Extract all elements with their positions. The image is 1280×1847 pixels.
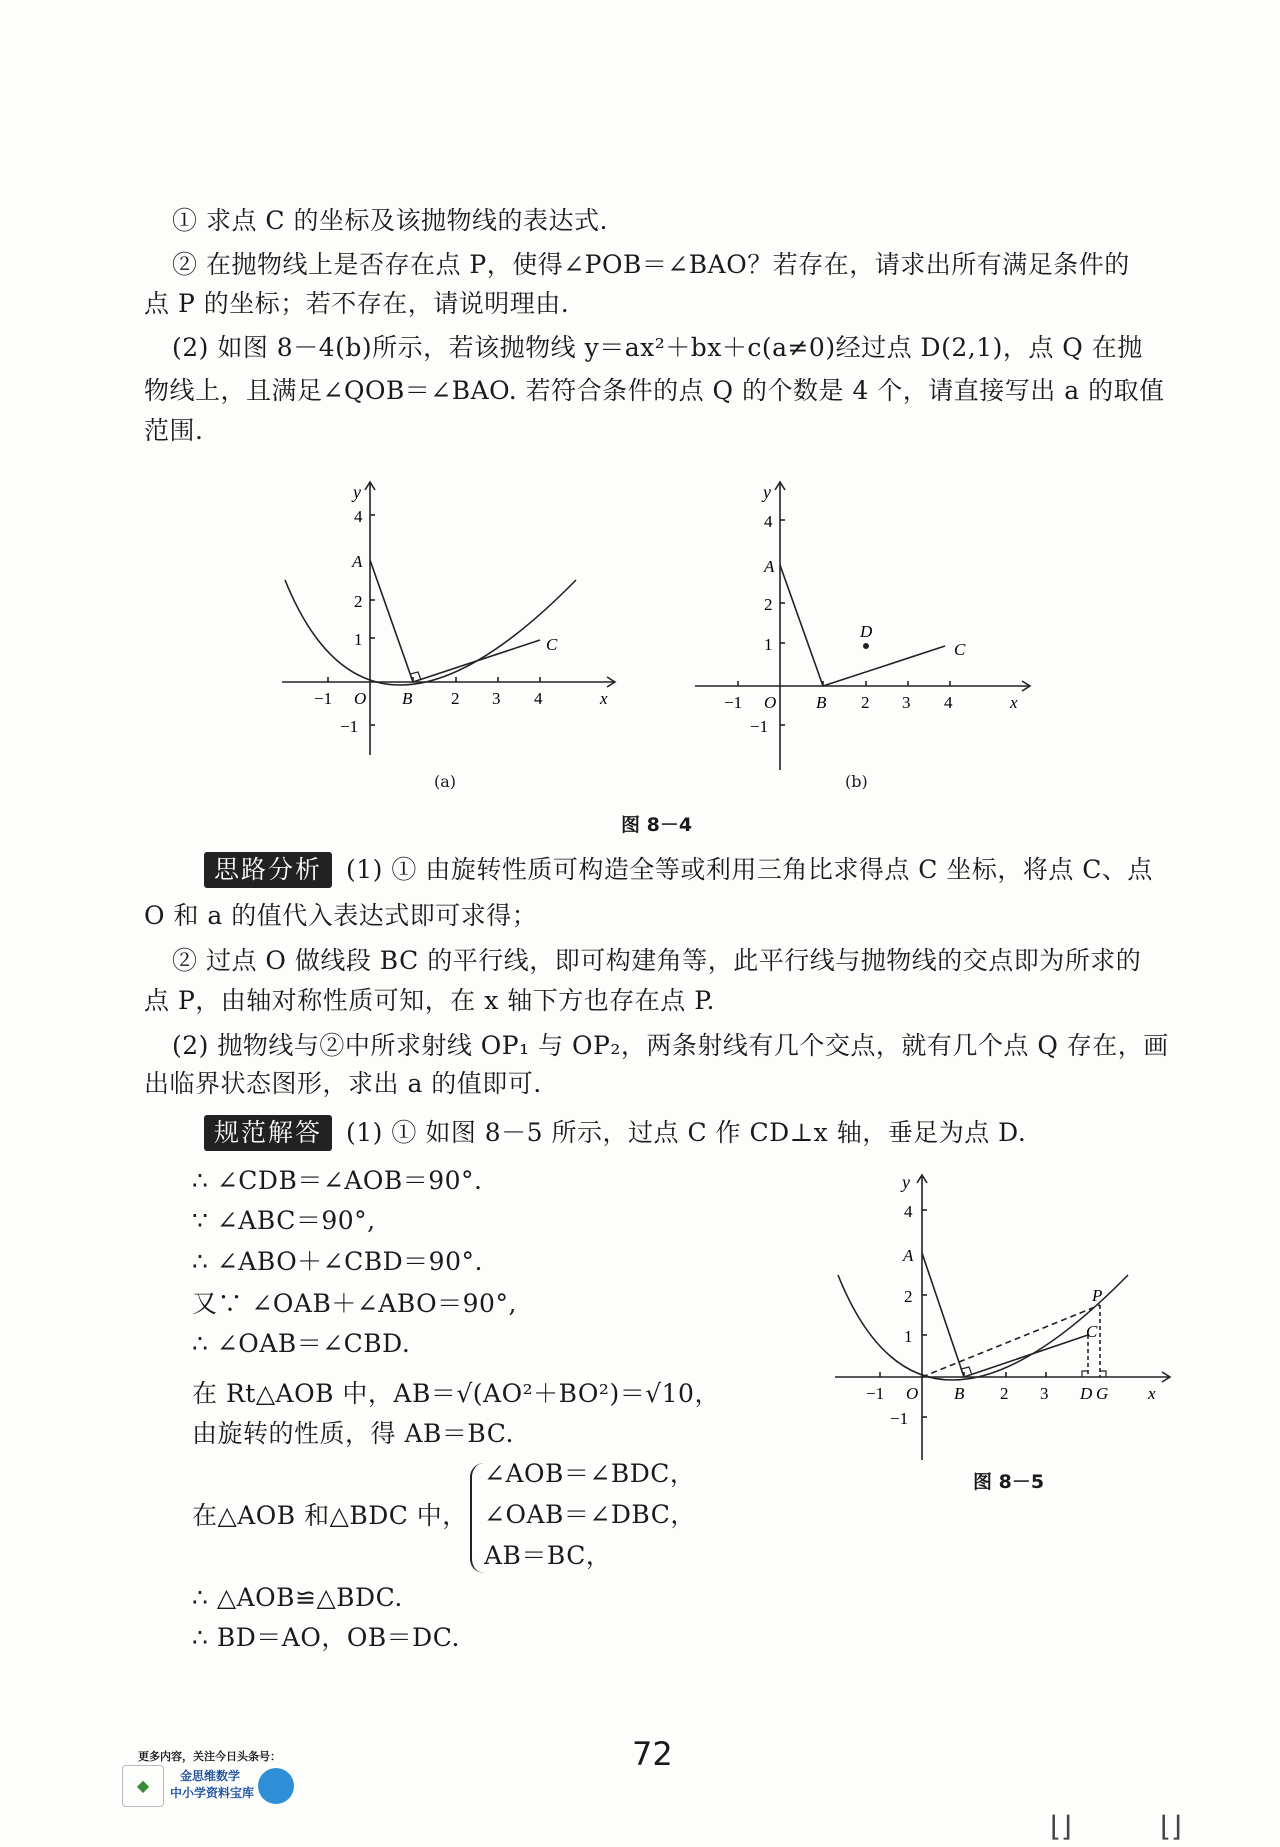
brand-logo-icon: ◆ — [122, 1765, 164, 1807]
solution-line — [204, 1115, 1026, 1151]
text-line: ② 在抛物线上是否存在点 P，使得∠POB＝∠BAO？若存在，请求出所有满足条件的 — [172, 250, 1130, 279]
scan-corner-icon: ⌊⌋ — [1050, 1810, 1072, 1843]
tick-4: 4 — [904, 1202, 913, 1221]
tick-neg1: −1 — [750, 717, 769, 736]
label-D: D — [860, 622, 873, 641]
tick-2: 2 — [764, 595, 773, 614]
tick-1: 1 — [354, 630, 363, 649]
text-line: 又∵ ∠OAB＋∠ABO＝90°, — [192, 1289, 517, 1318]
tick-4x: 4 — [534, 689, 543, 708]
figure-caption-8-4: 图 8－4 — [621, 814, 693, 836]
label-x: x — [600, 689, 608, 708]
text-line: ∠OAB＝∠DBC， — [484, 1500, 696, 1529]
text-line: 范围. — [144, 416, 204, 445]
label-O: O — [906, 1384, 919, 1403]
text-line: ① 求点 C 的坐标及该抛物线的表达式. — [172, 206, 608, 235]
solution-tag: 规范解答 — [204, 1115, 332, 1151]
text-line: ∠AOB＝∠BDC， — [484, 1459, 696, 1488]
text-line: AB＝BC， — [484, 1541, 612, 1570]
tick-4x: 4 — [944, 693, 953, 712]
text-line: (2) 抛物线与②中所求射线 OP₁ 与 OP₂，两条射线有几个交点，就有几个点 Q 存在，画 — [172, 1031, 1169, 1060]
label-x: x — [1010, 693, 1018, 712]
tick-4: 4 — [764, 512, 773, 531]
tick-4: 4 — [354, 507, 363, 526]
tick-2x: 2 — [861, 693, 870, 712]
figure-8-5 — [830, 1165, 1180, 1465]
label-y: y — [902, 1172, 910, 1192]
tick-2: 2 — [904, 1287, 913, 1306]
page-number: 72 — [632, 1735, 673, 1773]
brand-text — [170, 1768, 254, 1802]
figure-8-4a — [270, 470, 630, 770]
tick-3x: 3 — [1040, 1384, 1049, 1403]
figure-8-4b — [680, 470, 1040, 770]
label-A: A — [764, 557, 775, 576]
tick-neg1: −1 — [890, 1409, 909, 1428]
label-C: C — [546, 635, 558, 654]
analysis-tag: 思路分析 — [204, 852, 332, 888]
tick-neg1-x: −1 — [724, 693, 743, 712]
analysis-line — [204, 852, 1153, 888]
text-line: 在 Rt△AOB 中，AB＝√(AO²＋BO²)＝√10， — [192, 1379, 720, 1408]
label-C: C — [1086, 1322, 1098, 1341]
text-line: O 和 a 的值代入表达式即可求得； — [144, 901, 538, 930]
label-B: B — [954, 1384, 965, 1403]
text-line: ∴ △AOB≌△BDC. — [192, 1583, 403, 1612]
tick-neg1: −1 — [340, 717, 359, 736]
label-G: G — [1096, 1384, 1109, 1403]
tick-3x: 3 — [902, 693, 911, 712]
text-line: 点 P 的坐标；若不存在，请说明理由. — [144, 289, 570, 318]
text-line: ∴ BD＝AO，OB＝DC. — [192, 1623, 460, 1652]
text-line: ∵ ∠ABC＝90°, — [192, 1206, 376, 1235]
text-line: ∴ ∠CDB＝∠AOB＝90°. — [192, 1166, 483, 1195]
tick-neg1-x: −1 — [314, 689, 333, 708]
label-B: B — [816, 693, 827, 712]
label-A: A — [903, 1246, 914, 1265]
label-O: O — [764, 693, 777, 712]
tick-2: 2 — [354, 592, 363, 611]
brand-line-1: 金思维数学 — [180, 1769, 241, 1783]
text-line: 在△AOB 和△BDC 中， — [192, 1501, 468, 1530]
text-line: 物线上，且满足∠QOB＝∠BAO. 若符合条件的点 Q 的个数是 4 个，请直接写出 a 的取值 — [144, 376, 1165, 405]
text-line: ∴ ∠OAB＝∠CBD. — [192, 1329, 411, 1358]
text-line: ∴ ∠ABO＋∠CBD＝90°. — [192, 1247, 483, 1276]
subcaption-b: (b) — [845, 772, 868, 791]
solution-text: (1) ① 如图 8－5 所示，过点 C 作 CD⊥x 轴，垂足为点 D. — [346, 1118, 1027, 1147]
label-P: P — [1092, 1286, 1103, 1305]
label-x: x — [1148, 1384, 1156, 1403]
scan-corner-icon: ⌊⌋ — [1160, 1810, 1182, 1843]
footer-note: 更多内容，关注今日头条号： — [138, 1750, 281, 1763]
text-line: 由旋转的性质，得 AB＝BC. — [192, 1419, 514, 1448]
tick-3x: 3 — [492, 689, 501, 708]
label-y: y — [353, 482, 361, 502]
label-C: C — [954, 640, 966, 659]
label-y: y — [763, 482, 771, 502]
tick-neg1-x: −1 — [866, 1384, 885, 1403]
tick-1: 1 — [904, 1327, 913, 1346]
tick-2x: 2 — [451, 689, 460, 708]
text-line: (2) 如图 8－4(b)所示，若该抛物线 y＝ax²＋bx＋c(a≠0)经过点 D(2,1)，点 Q 在抛 — [172, 333, 1143, 362]
text-line: ② 过点 O 做线段 BC 的平行线，即可构建角等，此平行线与抛物线的交点即为所求的 — [172, 946, 1142, 975]
tick-2x: 2 — [1000, 1384, 1009, 1403]
text-line: 点 P，由轴对称性质可知，在 x 轴下方也存在点 P. — [144, 986, 715, 1015]
label-A: A — [352, 552, 363, 571]
label-B: B — [402, 689, 413, 708]
text-line: 出临界状态图形，求出 a 的值即可. — [144, 1069, 542, 1098]
figure-caption-8-5: 图 8－5 — [973, 1471, 1045, 1493]
label-D: D — [1080, 1384, 1093, 1403]
subcaption-a: (a) — [434, 772, 457, 791]
label-O: O — [354, 689, 367, 708]
tick-1: 1 — [764, 635, 773, 654]
mascot-icon — [258, 1768, 294, 1804]
brand-line-2: 中小学资料宝库 — [170, 1786, 255, 1800]
analysis-text: (1) ① 由旋转性质可构造全等或利用三角比求得点 C 坐标，将点 C、点 — [346, 855, 1153, 884]
